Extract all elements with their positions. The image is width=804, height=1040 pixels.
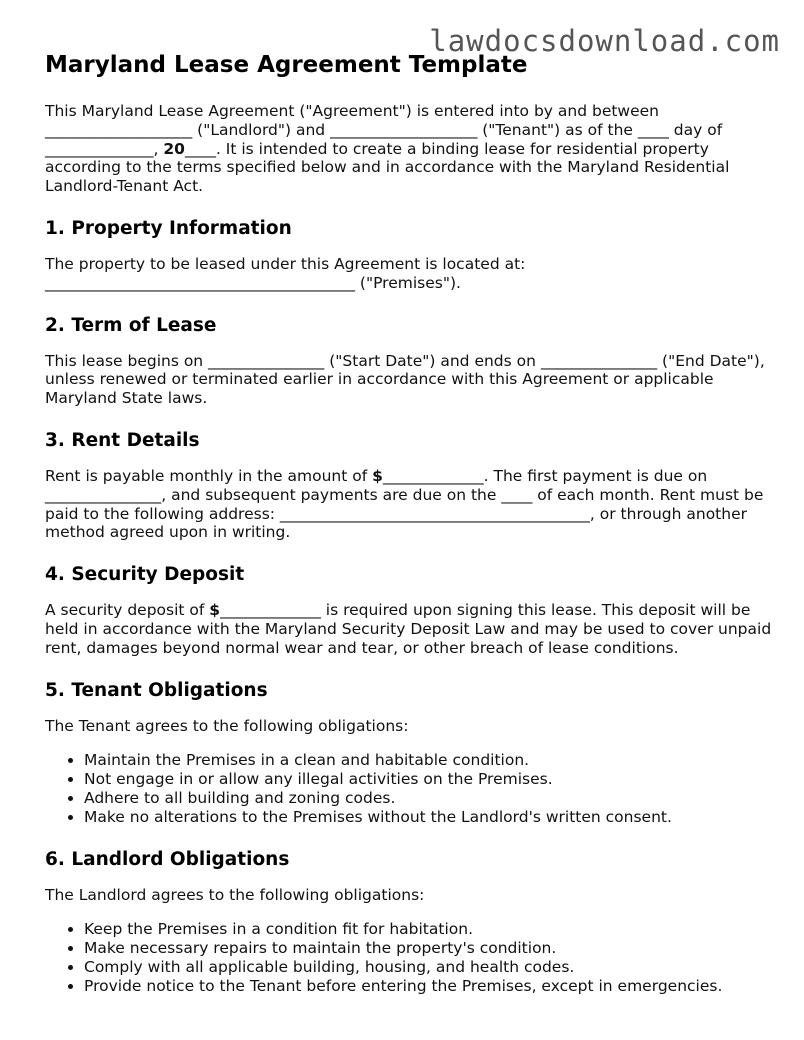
rent-dollar: $ bbox=[372, 466, 383, 485]
section-heading-landlord: 6. Landlord Obligations bbox=[45, 848, 290, 870]
deposit-text-1: A security deposit of bbox=[45, 601, 210, 620]
rent-text-2: _____________. The first payment is due on _______________, and subsequent payments are due on the ____ of each month. Rent must be paid to the following address: ________________________________________, or through another method agreed upon in writing. bbox=[45, 466, 764, 542]
intro-text-2: ____. It is intended to create a binding lease for residential property according to the terms specified below and in accordance with the Maryland Residential Landlord-Tenant Act. bbox=[45, 139, 730, 196]
list-item: • Make necessary repairs to maintain the property's condition. bbox=[84, 939, 775, 958]
section-heading-rent: 3. Rent Details bbox=[45, 429, 200, 451]
tenant-obligations-list bbox=[45, 751, 775, 826]
document-title: Maryland Lease Agreement Template bbox=[45, 52, 528, 78]
site-watermark: lawdocsdownload.com bbox=[429, 24, 780, 58]
tenant-intro: The Tenant agrees to the following obligations: bbox=[45, 716, 409, 735]
rent-text-1: Rent is payable monthly in the amount of bbox=[45, 466, 373, 485]
landlord-intro: The Landlord agrees to the following obligations: bbox=[45, 885, 425, 904]
landlord-obligations-list bbox=[45, 920, 775, 995]
list-item: • Make no alterations to the Premises without the Landlord's written consent. bbox=[84, 808, 775, 827]
intro-paragraph bbox=[45, 102, 775, 196]
list-item: • Comply with all applicable building, housing, and health codes. bbox=[84, 958, 775, 977]
intro-year: 20 bbox=[163, 139, 185, 158]
deposit-dollar: $ bbox=[209, 601, 221, 620]
list-item: • Adhere to all building and zoning codes. bbox=[84, 789, 775, 808]
property-paragraph: The property to be leased under this Agreement is located at: ________________________________________ ("Premises"). bbox=[45, 254, 526, 292]
deposit-paragraph bbox=[45, 601, 775, 657]
intro-text-1: This Maryland Lease Agreement ("Agreement") is entered into by and between ___________________ ("Landlord") and ___________________ ("Tenant") as of the ____ day of ______________, bbox=[45, 102, 723, 158]
list-item: • Maintain the Premises in a clean and habitable condition. bbox=[84, 751, 775, 770]
term-paragraph: This lease begins on _______________ ("Start Date") and ends on _______________ ("End Date"), unless renewed or terminated earlier in accordance with this Agreement or applicable Maryland State laws. bbox=[45, 351, 765, 408]
section-heading-deposit: 4. Security Deposit bbox=[45, 564, 245, 586]
section-heading-property: 1. Property Information bbox=[45, 217, 292, 239]
section-heading-term: 2. Term of Lease bbox=[45, 314, 217, 336]
list-item: • Not engage in or allow any illegal activities on the Premises. bbox=[84, 770, 775, 789]
section-heading-tenant: 5. Tenant Obligations bbox=[45, 679, 268, 701]
rent-paragraph bbox=[45, 467, 775, 542]
list-item: • Provide notice to the Tenant before entering the Premises, except in emergencies. bbox=[84, 977, 775, 996]
list-item: • Keep the Premises in a condition fit for habitation. bbox=[84, 920, 775, 939]
deposit-text-2: _____________ is required upon signing this lease. This deposit will be held in accordance with the Maryland Security Deposit Law and may be used to cover unpaid rent, damages beyond normal wear and tear, or other breach of lease conditions. bbox=[45, 601, 772, 657]
lease-document bbox=[45, 52, 775, 996]
